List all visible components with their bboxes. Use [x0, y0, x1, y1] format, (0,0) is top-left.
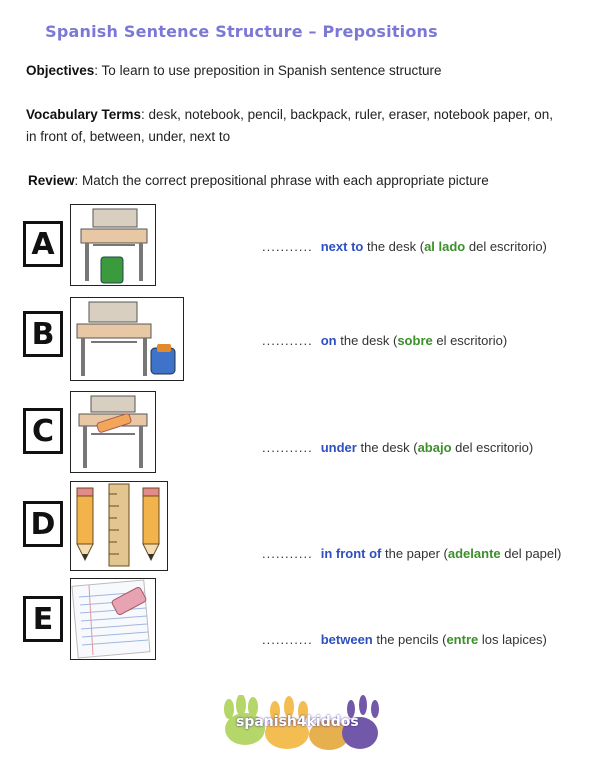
answer-e	[262, 632, 547, 647]
review-text: : Match the correct prepositional phrase with each appropriate picture	[74, 173, 489, 188]
phrase-end: del escritorio)	[465, 239, 547, 254]
spanish-preposition: abajo	[417, 440, 452, 455]
letter-box-b: B	[23, 311, 63, 357]
review-label: Review	[28, 173, 75, 188]
answer-d	[262, 546, 561, 561]
spanish-preposition: adelante	[447, 546, 501, 561]
answer-c	[262, 440, 533, 455]
answer-blank: ...........	[262, 546, 313, 561]
spanish-preposition: entre	[446, 632, 479, 647]
answer-b	[262, 333, 507, 348]
desk-backpack-icon	[71, 205, 155, 285]
desk-eraser-icon	[71, 392, 155, 472]
phrase-middle: the paper (	[381, 546, 448, 561]
phrase-middle: the pencils (	[372, 632, 447, 647]
phrase-middle: the desk (	[336, 333, 398, 348]
picture-desk-under	[70, 391, 156, 473]
english-preposition: between	[320, 632, 373, 647]
vocabulary-label: Vocabulary Terms	[26, 107, 142, 122]
vocabulary-line	[26, 104, 553, 126]
page-title: Spanish Sentence Structure – Prepositions	[45, 22, 438, 41]
letter-box-a: A	[23, 221, 63, 267]
spanish-preposition: sobre	[397, 333, 433, 348]
pencils-ruler-icon	[71, 482, 167, 570]
english-preposition: on	[320, 333, 337, 348]
paper-eraser-icon	[71, 579, 155, 659]
vocabulary-text: : desk, notebook, pencil, backpack, ruler, eraser, notebook paper, on,	[141, 107, 554, 122]
review-line	[28, 170, 489, 192]
phrase-end: los lapices)	[478, 632, 547, 647]
answer-blank: ...........	[262, 632, 313, 647]
letter-box-c: C	[23, 408, 63, 454]
picture-pencils-ruler	[70, 481, 168, 571]
letter-box-d: D	[23, 501, 63, 547]
spanish-preposition: al lado	[424, 239, 466, 254]
picture-desk-next-to	[70, 204, 156, 286]
answer-blank: ...........	[262, 440, 313, 455]
vocabulary-line-2: in front of, between, under, next to	[26, 129, 231, 144]
phrase-end: el escritorio)	[432, 333, 508, 348]
english-preposition: under	[320, 440, 357, 455]
phrase-middle: the desk (	[363, 239, 425, 254]
phrase-end: del escritorio)	[451, 440, 534, 455]
picture-desk-on	[70, 297, 184, 381]
phrase-middle: the desk (	[356, 440, 418, 455]
phrase-end: del papel)	[500, 546, 562, 561]
answer-blank: ...........	[262, 333, 313, 348]
answer-blank: ...........	[262, 239, 313, 254]
english-preposition: in front of	[320, 546, 382, 561]
objectives-text: : To learn to use preposition in Spanish sentence structure	[94, 63, 442, 78]
letter-box-e: E	[23, 596, 63, 642]
logo-text: spanish4kiddos	[236, 714, 359, 730]
desk-backpack-icon-2	[71, 298, 183, 380]
english-preposition: next to	[320, 239, 364, 254]
answer-a	[262, 239, 547, 254]
objectives-label: Objectives	[26, 63, 95, 78]
objectives-line	[26, 60, 442, 82]
picture-paper-eraser	[70, 578, 156, 660]
